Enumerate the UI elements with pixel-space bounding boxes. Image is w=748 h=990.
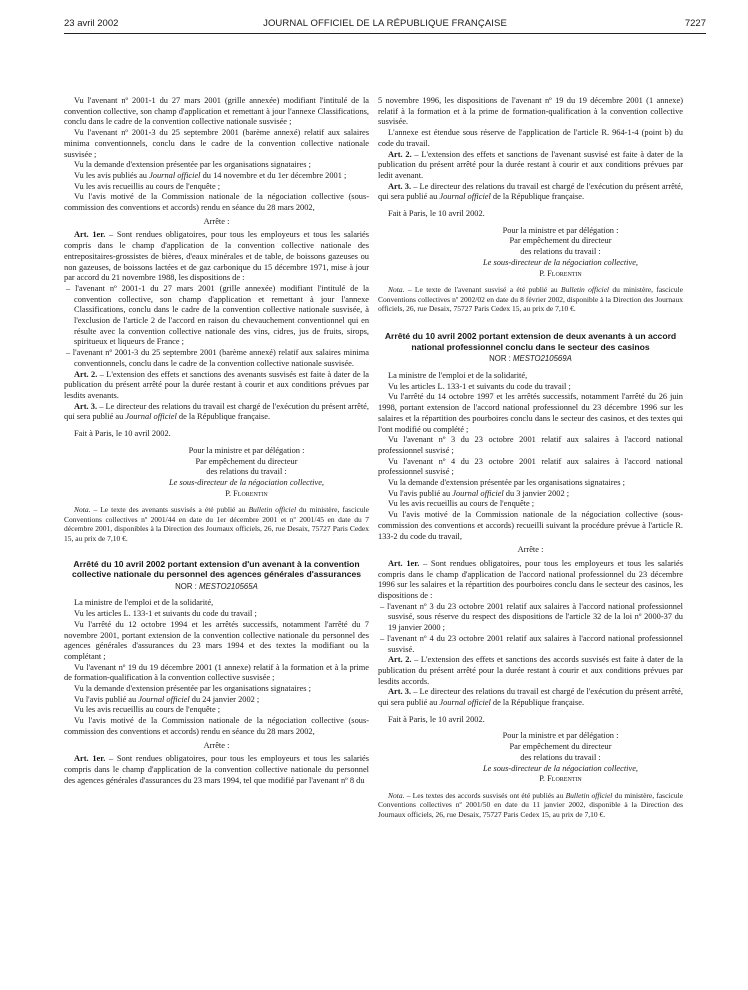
visa: La ministre de l'emploi et de la solidarité, [74, 598, 214, 608]
visa: Vu l'avenant nº 4 du 23 octobre 2001 relatif aux salaires à l'accord national professionnel susvisé ; [378, 456, 683, 477]
continuation-text: 5 novembre 1996, les dispositions de l'avenant nº 19 du 19 décembre 2001 (1 annexe) relatif à la formation et à la prime de formation-qualification à la convention collective susvisée. [378, 96, 683, 127]
signature-line: Pour la ministre et par délégation : [502, 731, 619, 741]
visa: La ministre de l'emploi et de la solidarité, [388, 370, 528, 380]
nota: Nota. – Le texte des avenants susvisés a été publié au Bulletin officiel du ministère, fascicule Conventions collectives nº 2001/44 en date du 1er décembre 2001 et nº 2001/45 en date du 7 décembre 2001, disponibles à la Direction des Journaux officiels, 26, rue Desaix, 75727 Paris Cedex 15, au prix de 7,10 €. [64, 505, 369, 543]
visa: Vu l'avenant nº 2001-3 du 25 septembre 2001 (barème annexé) relatif aux salaires minima conventionnels, conclu dans le cadre de la convention collective nationale susvisée ; [64, 128, 369, 159]
section-title: Arrêté du 10 avril 2002 portant extension de deux avenants à un accord national professionnel conclu dans le secteur des casinos [384, 331, 677, 352]
visa: Vu l'avis publié au Journal officiel du 24 janvier 2002 ; [74, 694, 260, 704]
header-rule [64, 33, 706, 34]
article-1: Art. 1er. – Sont rendues obligatoires, pour tous les employeurs et tous les salariés compris dans le champ d'application de la convention collective nationale du personnel des agences générales d'assurances du 23 mars 1994, tel que modifié par l'avenant nº 8 du [64, 754, 369, 785]
visa: Vu la demande d'extension présentée par les organisations signataires ; [74, 160, 311, 170]
article-2: Art. 2. – L'extension des effets et sanctions des accords susvisés est faite à dater de la publication du présent arrêté pour la durée restant à courir et aux conditions prévues par lesdits accords. [378, 655, 683, 686]
visa: Vu l'arrêté du 14 octobre 1997 et les arrêtés successifs, notamment l'arrêté du 26 juin 1998, portant extension de l'accord national professionnel du 23 décembre 1996 sur les salaires et la répartition des pourboires conclu dans le secteur des casinos, et des textes qui l'ont modifié ou complété ; [378, 392, 683, 434]
visa: Vu l'avis publié au Journal officiel du 3 janvier 2002 ; [388, 488, 570, 498]
signature-place-date: Fait à Paris, le 10 avril 2002. [74, 429, 171, 439]
visa: Vu la demande d'extension présentée par les organisations signataires ; [74, 684, 311, 694]
arrete-heading: Arrête : [203, 216, 230, 226]
right-column [378, 96, 683, 819]
visa: Vu l'avis motivé de la Commission nationale de la négociation collective (sous-commission des conventions et accords) rendu en séance du 28 mars 2002, [64, 192, 369, 213]
article-item: – l'avenant nº 2001-3 du 25 septembre 2001 (barème annexé) relatif aux salaires minima conventionnels, conclu dans le cadre de la convention collective nationale susvisée. [66, 348, 369, 368]
article-item: – l'avenant nº 2001-1 du 27 mars 2001 (grille annexée) modifiant l'intitulé de la convention collective, son champ d'application et remettant à jour l'annexe Classifications, conclu dans le cadre de la convention collective nationale susvisée, à l'exclusion de l'article 2 de l'accord en raison du chevauchement conventionnel qui en résulte avec la convention collective nationale des vins, cidres, jus de fruits, sirops, spiritueux et liqueurs de France ; [66, 283, 369, 347]
signatory-name: P. Florentin [225, 488, 268, 498]
visa: Vu l'avis motivé de la Commission nationale de la négociation collective (sous-commission des conventions et accords) recueilli suivant la procédure prévue à l'article R. 133-2 du code du travail, [378, 510, 683, 541]
visa: Vu la demande d'extension présentée par les organisations signataires ; [388, 478, 625, 488]
nota: Nota. – Les textes des accords susvisés ont été publiés au Bulletin officiel du ministère, fascicule Conventions collectives nº 2001/50 en date du 11 janvier 2002, disponible à la Direction des Journaux officiels, 26, rue Desaix, 75727 Paris Cedex 15, au prix de 7,10 €. [378, 791, 683, 819]
article-2: Art. 2. – L'extension des effets et sanctions des avenants susvisés est faite à dater de la publication du présent arrêté pour la durée restant à courir et aux conditions prévues par lesdits avenants. [64, 369, 369, 400]
arrete-heading: Arrête : [517, 545, 544, 555]
visa: Vu les avis recueillis au cours de l'enquête ; [74, 181, 221, 191]
visa: Vu les articles L. 133-1 et suivants du code du travail ; [388, 381, 571, 391]
signature-place-date: Fait à Paris, le 10 avril 2002. [388, 714, 485, 724]
nor-reference: NOR : MESTO210565A [175, 581, 258, 591]
article-3: Art. 3. – Le directeur des relations du travail est chargé de l'exécution du présent arrêté, qui sera publié au Journal officiel de la République française. [64, 401, 369, 422]
signature-line: des relations du travail : [206, 467, 287, 477]
visa: Vu les avis recueillis au cours de l'enquête ; [74, 705, 221, 715]
reserve-text: L'annexe est étendue sous réserve de l'application de l'article R. 964-1-4 (point b) du code du travail. [378, 128, 683, 148]
article-3: Art. 3. – Le directeur des relations du travail est chargé de l'exécution du présent arrêté, qui sera publié au Journal officiel de la République française. [378, 687, 683, 708]
visa: Vu les articles L. 133-1 et suivants du code du travail ; [74, 609, 257, 619]
visa: Vu l'arrêté du 12 octobre 1994 et les arrêtés successifs, notamment l'arrêté du 7 novembre 2001, portant extension de la convention collective nationale du personnel des agences générales d'assurances du 23 mars 1994 et des textes la modifiant ou la complétant ; [64, 619, 369, 661]
article-item: – l'avenant nº 3 du 23 octobre 2001 relatif aux salaires à l'accord national professionnel susvisé, sous réserve du respect des dispositions de l'article 32 de la loi nº 2000-37 du 19 janvier 2000 ; [380, 601, 683, 633]
left-column [64, 96, 369, 786]
article-1: Art. 1er. – Sont rendues obligatoires, pour tous les employeurs et tous les salariés compris dans le champ d'application de l'accord national professionnel du 23 décembre 1996 sur les salaires et la répartition des pourboires conclu dans le secteur des casinos, les dispositions de : [378, 558, 683, 601]
visa: Vu l'avis motivé de la Commission nationale de la négociation collective (sous-commission des conventions et accords) rendu en séance du 28 mars 2002, [64, 716, 369, 736]
section-title: Arrêté du 10 avril 2002 portant extension d'un avenant à la convention collective nationale du personnel des agences générales d'assurances [71, 558, 362, 580]
signature-place-date: Fait à Paris, le 10 avril 2002. [388, 209, 485, 219]
signatory-title: Le sous-directeur de la négociation collective, [168, 477, 325, 487]
visa: Vu l'avenant nº 19 du 19 décembre 2001 (1 annexe) relatif à la formation et à la prime de formation-qualification à la convention collective susvisée ; [64, 662, 369, 683]
page-number: 7227 [684, 18, 706, 29]
signatory-title: Le sous-directeur de la négociation collective, [482, 763, 639, 773]
signature-line: Par empêchement du directeur [509, 742, 612, 752]
signature-line: Pour la ministre et par délégation : [188, 445, 305, 455]
arrete-heading: Arrête : [203, 740, 230, 750]
nota: Nota. – Le texte de l'avenant susvisé a été publié au Bulletin officiel du ministère, fascicule Conventions collectives nº 2002/02 en date du 8 février 2002, disponible à la Direction des Journaux officiels, 26, rue Desaix, 75727 Paris Cedex 15, au prix de 7,10 €. [378, 285, 683, 314]
visa: Vu les avis recueillis au cours de l'enquête ; [388, 499, 535, 509]
article-item: – l'avenant nº 4 du 23 octobre 2001 relatif aux salaires à l'accord national professionnel susvisé. [380, 633, 683, 654]
signatory-title: Le sous-directeur de la négociation collective, [482, 257, 639, 267]
signatory-name: P. Florentin [539, 774, 582, 784]
signature-line: Par empêchement du directeur [195, 456, 298, 466]
signature-line: Par empêchement du directeur [509, 236, 612, 246]
article-2: Art. 2. – L'extension des effets et sanctions de l'avenant susvisé est faite à dater de la publication du présent arrêté pour la durée restant à courir et aux conditions prévues par ledit avenant. [378, 149, 683, 180]
issue-date: 23 avril 2002 [64, 18, 119, 29]
signature-line: des relations du travail : [520, 752, 601, 762]
visa: Vu les avis publiés au Journal officiel du 14 novembre et du 1er décembre 2001 ; [74, 170, 347, 180]
journal-title: JOURNAL OFFICIEL DE LA RÉPUBLIQUE FRANÇAISE [263, 18, 507, 29]
nor-reference: NOR : MESTO210569A [489, 354, 572, 364]
signatory-name: P. Florentin [539, 268, 582, 278]
signature-line: des relations du travail : [520, 247, 601, 257]
signature-line: Pour la ministre et par délégation : [502, 225, 619, 235]
article-1: Art. 1er. – Sont rendues obligatoires, pour tous les employeurs et tous les salariés compris dans le champ d'application de la convention collective nationale des entrepositaires-grossistes de bières, d'eaux minérales et de table, de boissons gazeuses ou non gazeuses, de boissons lactées et de gaz carbonique du 15 décembre 1971, mise à jour par accord du 21 novembre 1988, les dispositions de : [64, 230, 369, 283]
article-3: Art. 3. – Le directeur des relations du travail est chargé de l'exécution du présent arrêté, qui sera publié au Journal officiel de la République française. [378, 181, 683, 202]
visa: Vu l'avenant nº 2001-1 du 27 mars 2001 (grille annexée) modifiant l'intitulé de la convention collective, son champ d'application et remettant à jour l'annexe Classifications, conclu dans le cadre de la convention collective nationale susvisée ; [64, 96, 369, 127]
visa: Vu l'avenant nº 3 du 23 octobre 2001 relatif aux salaires à l'accord national professionnel susvisé ; [378, 435, 683, 455]
page-header [64, 18, 706, 32]
